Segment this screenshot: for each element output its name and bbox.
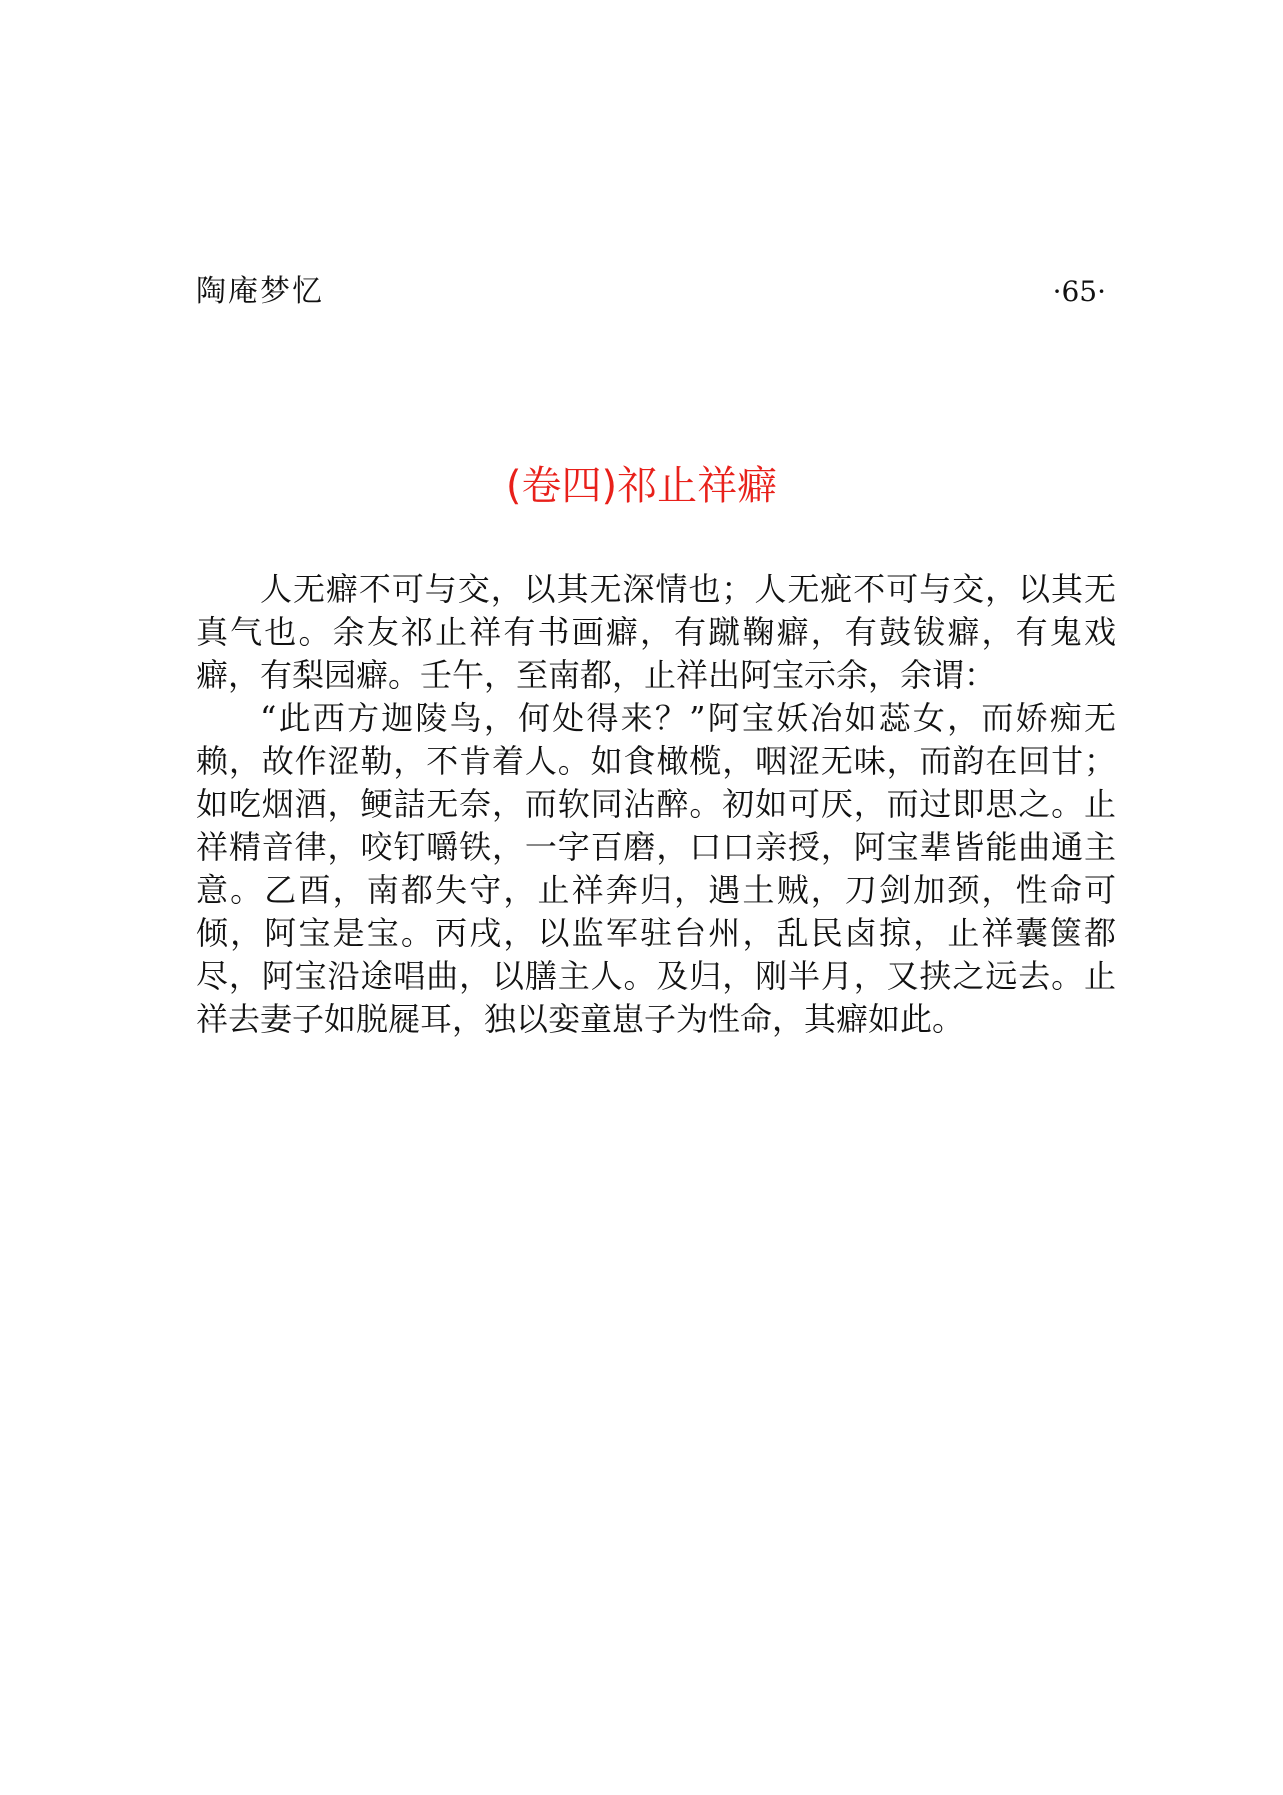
chapter-title: (卷四)祁止祥癖 xyxy=(505,463,778,509)
paragraph: “此西方迦陵鸟，何处得来？”阿宝妖冶如蕊女，而娇痴无赖，故作涩勒，不肯着人。如食橄榄，咽涩无味，而韵在回甘；如吃烟酒，鲠詰无奈，而软同沾醉。初如可厌，而过即思之。止祥精音律，咬钉嚼铁，一字百磨，口口亲授，阿宝辈皆能曲通主意。乙酉，南都失守，止祥奔归，遇土贼，刀剑加颈，性命可倾，阿宝是宝。丙戌，以监军驻台州，乱民卤掠，止祥囊箧都尽，阿宝沿途唱曲，以膳主人。及归，刚半月，又挟之远去。止祥去妻子如脱屣耳，独以娈童崽子为性命，其癖如此。 xyxy=(196,699,1116,1038)
page-number: ·65· xyxy=(1052,275,1106,308)
paragraph: 人无癖不可与交，以其无深情也；人无疵不可与交，以其无真气也。余友祁止祥有书画癖，有蹴鞠癖，有鼓钹癖，有鬼戏癖，有梨园癖。壬午，至南都，止祥出阿宝示余，余谓： xyxy=(196,570,1116,694)
body-text xyxy=(196,568,1116,1041)
running-head-book-title: 陶庵梦忆 xyxy=(196,274,324,309)
